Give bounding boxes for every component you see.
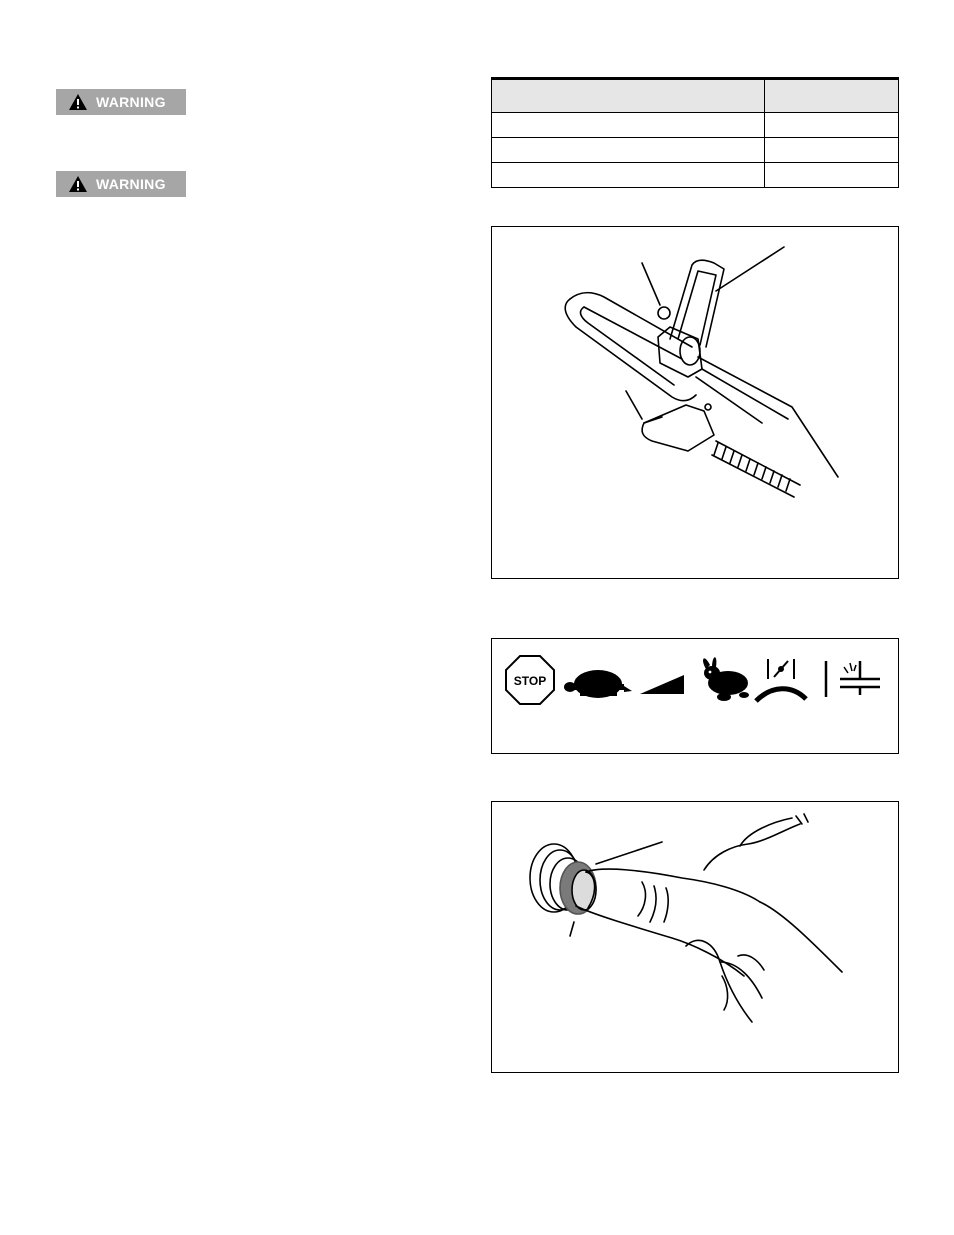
figure-handle-controls: [491, 226, 899, 579]
stop-sign-icon: [506, 656, 554, 704]
warning-triangle-icon: [68, 175, 88, 193]
table-cell: [765, 138, 899, 163]
warning-label-2: [56, 171, 186, 197]
handle-illustration: [492, 227, 898, 578]
rabbit-fast-icon: [703, 657, 749, 701]
warning-triangle-icon: [68, 93, 88, 111]
table-cell: [765, 113, 899, 138]
choke-icon: [756, 659, 806, 701]
table-header-row: [492, 79, 899, 113]
figure-control-symbols: [491, 638, 899, 754]
warning-label-1: [56, 89, 186, 115]
warning-text: WARNING: [96, 94, 166, 110]
table-cell: [492, 113, 765, 138]
table-cell: [492, 138, 765, 163]
throttle-wedge-icon: [640, 675, 684, 694]
figure-primer-bulb: [491, 801, 899, 1073]
symbols-illustration: [492, 639, 898, 753]
table-row: [492, 163, 899, 188]
table-header-cell: [492, 79, 765, 113]
table-row: [492, 138, 899, 163]
spec-table: [491, 77, 899, 188]
primer-icon: [826, 661, 880, 697]
turtle-slow-icon: [564, 670, 632, 698]
table-header-cell: [765, 79, 899, 113]
table-row: [492, 113, 899, 138]
table-cell: [765, 163, 899, 188]
primer-bulb-illustration: [492, 802, 898, 1072]
warning-text: WARNING: [96, 176, 166, 192]
stop-text: STOP: [513, 674, 547, 688]
table-cell: [492, 163, 765, 188]
